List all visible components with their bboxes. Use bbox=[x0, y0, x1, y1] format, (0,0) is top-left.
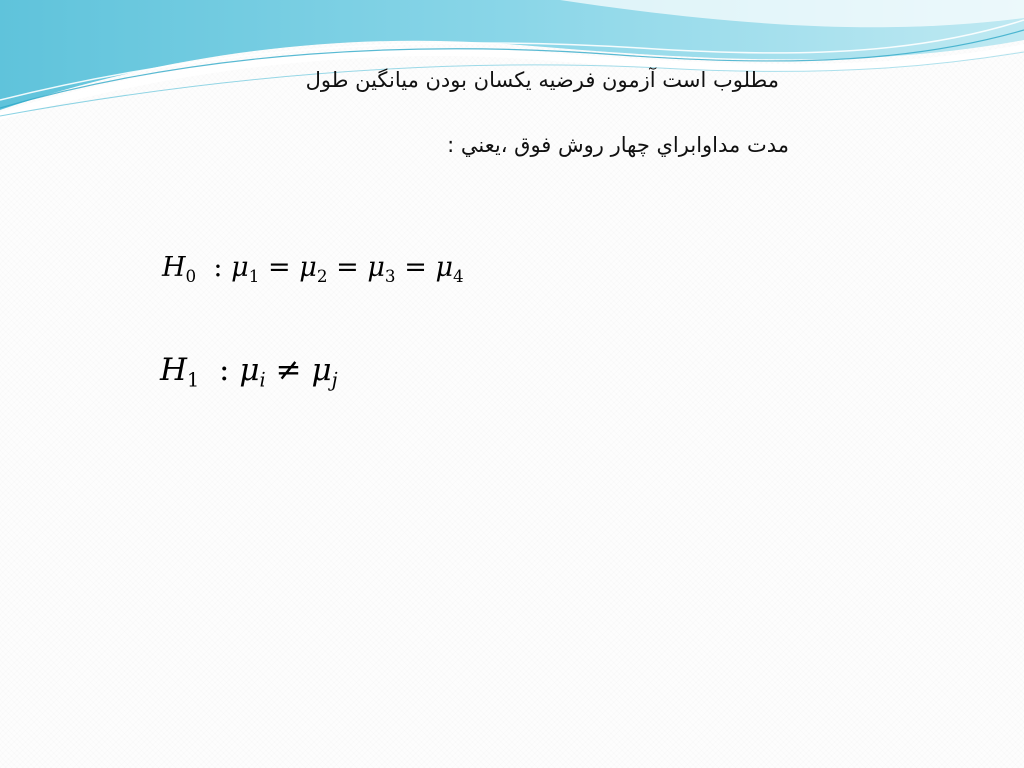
mu-2-subscript: 2 bbox=[316, 265, 328, 286]
h0-colon: : bbox=[213, 252, 223, 283]
mu-j: μ bbox=[311, 352, 332, 388]
mu-4-subscript: 4 bbox=[453, 265, 464, 286]
h0-symbol: H bbox=[162, 252, 186, 283]
problem-statement-line-1: مطلوب است آزمون فرضيه يكسان بودن ميانگين طول bbox=[305, 68, 779, 92]
equals-sign-2: = bbox=[336, 252, 359, 283]
h1-index: 1 bbox=[187, 368, 200, 392]
mu-4: μ bbox=[435, 252, 453, 283]
mu-i-subscript: i bbox=[259, 368, 266, 392]
mu-1: μ bbox=[231, 252, 249, 283]
h1-colon: : bbox=[219, 352, 230, 388]
alternative-hypothesis-formula bbox=[160, 352, 338, 392]
mu-3: μ bbox=[367, 252, 385, 283]
mu-1-subscript: 1 bbox=[248, 265, 260, 286]
problem-statement-line-2: مدت مداوابراي چهار روش فوق ،يعني : bbox=[447, 133, 789, 157]
h0-index: 0 bbox=[185, 265, 197, 286]
not-equal-sign: ≠ bbox=[275, 352, 302, 388]
null-hypothesis-formula bbox=[162, 252, 464, 286]
h1-symbol: H bbox=[160, 352, 188, 388]
mu-2: μ bbox=[299, 252, 317, 283]
equals-sign-3: = bbox=[404, 252, 427, 283]
equals-sign-1: = bbox=[268, 252, 291, 283]
mu-i: μ bbox=[239, 352, 260, 388]
mu-j-subscript: j bbox=[331, 368, 338, 392]
decorative-wave-header bbox=[0, 0, 1024, 130]
mu-3-subscript: 3 bbox=[384, 265, 396, 286]
